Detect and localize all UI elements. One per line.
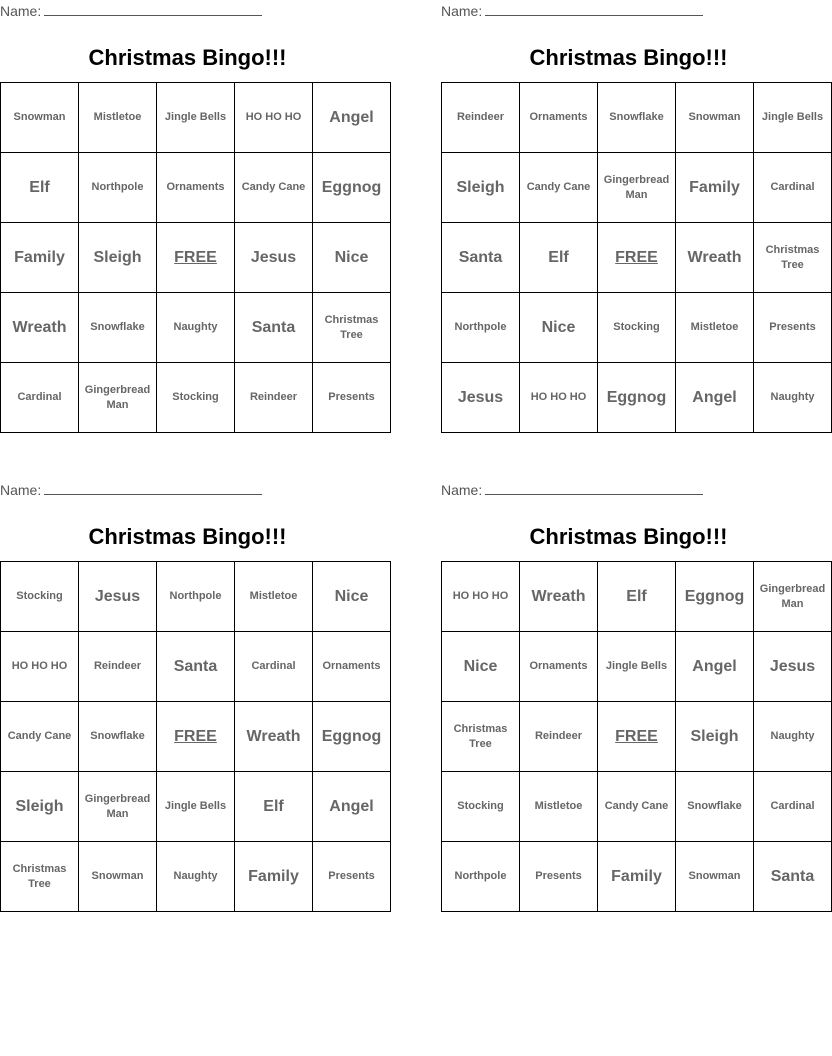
grid-row: [442, 83, 832, 153]
free-space-cell[interactable]: FREE: [157, 702, 235, 772]
bingo-grid: [441, 561, 832, 912]
bingo-cell[interactable]: Eggnog: [313, 153, 391, 223]
bingo-cell[interactable]: Snowflake: [598, 83, 676, 153]
bingo-card-4: [441, 479, 826, 912]
bingo-card-1: [0, 0, 382, 433]
grid-row: [442, 702, 832, 772]
grid-row: [1, 632, 391, 702]
bingo-cell[interactable]: Elf: [598, 562, 676, 632]
bingo-cell[interactable]: Reindeer: [235, 363, 313, 433]
bingo-cell[interactable]: Gingerbread Man: [79, 772, 157, 842]
bingo-cell[interactable]: Candy Cane: [1, 702, 79, 772]
bingo-cell[interactable]: Mistletoe: [235, 562, 313, 632]
grid-row: [442, 153, 832, 223]
name-underline: [44, 1, 262, 16]
bingo-cell[interactable]: Mistletoe: [676, 293, 754, 363]
bingo-cell[interactable]: Snowflake: [79, 702, 157, 772]
bingo-cell[interactable]: Nice: [520, 293, 598, 363]
bingo-cell[interactable]: Elf: [520, 223, 598, 293]
bingo-cell[interactable]: Sleigh: [1, 772, 79, 842]
bingo-cell[interactable]: HO HO HO: [1, 632, 79, 702]
bingo-cell[interactable]: Jesus: [79, 562, 157, 632]
bingo-cell[interactable]: Jingle Bells: [157, 772, 235, 842]
bingo-cell[interactable]: Candy Cane: [520, 153, 598, 223]
bingo-cell[interactable]: Elf: [235, 772, 313, 842]
grid-row: [1, 562, 391, 632]
bingo-cell[interactable]: Naughty: [157, 293, 235, 363]
bingo-cell[interactable]: Ornaments: [313, 632, 391, 702]
bingo-cell[interactable]: Northpole: [157, 562, 235, 632]
bingo-cell[interactable]: Snowflake: [79, 293, 157, 363]
bingo-cell[interactable]: Ornaments: [520, 83, 598, 153]
bingo-cell[interactable]: Candy Cane: [235, 153, 313, 223]
grid-row: [442, 772, 832, 842]
bingo-grid: [0, 561, 391, 912]
bingo-cell[interactable]: Cardinal: [235, 632, 313, 702]
bingo-cell[interactable]: Santa: [754, 842, 832, 912]
bingo-cell[interactable]: Gingerbread Man: [79, 363, 157, 433]
bingo-cell[interactable]: Northpole: [442, 293, 520, 363]
grid-row: [442, 562, 832, 632]
bingo-cell[interactable]: Wreath: [235, 702, 313, 772]
bingo-cell[interactable]: Candy Cane: [598, 772, 676, 842]
name-label: Name:: [441, 3, 483, 19]
bingo-cell[interactable]: Santa: [157, 632, 235, 702]
name-field[interactable]: [0, 0, 375, 22]
free-space-cell[interactable]: FREE: [157, 223, 235, 293]
card-title: Christmas Bingo!!!: [529, 45, 728, 70]
name-field[interactable]: [441, 479, 816, 501]
grid-row: [442, 223, 832, 293]
bingo-cell[interactable]: Christmas Tree: [313, 293, 391, 363]
name-label: Name:: [0, 482, 42, 498]
free-space-cell[interactable]: FREE: [598, 702, 676, 772]
bingo-cell[interactable]: Naughty: [157, 842, 235, 912]
bingo-cell[interactable]: Family: [676, 153, 754, 223]
bingo-cell[interactable]: Presents: [313, 842, 391, 912]
bingo-cell[interactable]: Christmas Tree: [1, 842, 79, 912]
bingo-cell[interactable]: Reindeer: [79, 632, 157, 702]
bingo-cell[interactable]: HO HO HO: [442, 562, 520, 632]
bingo-cell[interactable]: Jesus: [442, 363, 520, 433]
bingo-cell[interactable]: Gingerbread Man: [754, 562, 832, 632]
bingo-cell[interactable]: Christmas Tree: [442, 702, 520, 772]
bingo-cell[interactable]: Stocking: [1, 562, 79, 632]
bingo-cell[interactable]: Naughty: [754, 363, 832, 433]
bingo-cell[interactable]: Gingerbread Man: [598, 153, 676, 223]
bingo-cell[interactable]: Snowman: [676, 842, 754, 912]
bingo-cell[interactable]: Angel: [313, 772, 391, 842]
bingo-cell[interactable]: Reindeer: [520, 702, 598, 772]
bingo-cell[interactable]: Snowflake: [676, 772, 754, 842]
grid-row: [1, 293, 391, 363]
bingo-cell[interactable]: Eggnog: [598, 363, 676, 433]
bingo-cell[interactable]: Jesus: [235, 223, 313, 293]
bingo-cell[interactable]: Snowman: [676, 83, 754, 153]
bingo-cell[interactable]: Wreath: [520, 562, 598, 632]
bingo-cell[interactable]: Mistletoe: [520, 772, 598, 842]
bingo-cell[interactable]: Christmas Tree: [754, 223, 832, 293]
bingo-cell[interactable]: HO HO HO: [235, 83, 313, 153]
bingo-cell[interactable]: Wreath: [676, 223, 754, 293]
grid-row: [1, 363, 391, 433]
bingo-cell[interactable]: Cardinal: [754, 153, 832, 223]
bingo-cell[interactable]: Family: [235, 842, 313, 912]
bingo-cell[interactable]: Eggnog: [313, 702, 391, 772]
grid-row: [442, 363, 832, 433]
bingo-cell[interactable]: Stocking: [157, 363, 235, 433]
bingo-grid: [0, 82, 391, 433]
bingo-cell[interactable]: HO HO HO: [520, 363, 598, 433]
card-title: Christmas Bingo!!!: [88, 45, 287, 70]
name-underline: [485, 480, 703, 495]
name-field[interactable]: [0, 479, 375, 501]
name-label: Name:: [441, 482, 483, 498]
bingo-cell[interactable]: Ornaments: [157, 153, 235, 223]
bingo-cell[interactable]: Angel: [676, 363, 754, 433]
bingo-cell[interactable]: Cardinal: [1, 363, 79, 433]
bingo-cell[interactable]: Jingle Bells: [598, 632, 676, 702]
bingo-cell[interactable]: Snowman: [79, 842, 157, 912]
bingo-cell[interactable]: Stocking: [598, 293, 676, 363]
grid-row: [1, 842, 391, 912]
bingo-cell[interactable]: Cardinal: [754, 772, 832, 842]
bingo-card-3: [0, 479, 382, 912]
bingo-cell[interactable]: Northpole: [79, 153, 157, 223]
bingo-cell[interactable]: Stocking: [442, 772, 520, 842]
bingo-cell[interactable]: Angel: [676, 632, 754, 702]
bingo-cell[interactable]: Elf: [1, 153, 79, 223]
grid-row: [1, 223, 391, 293]
bingo-cell[interactable]: Family: [1, 223, 79, 293]
bingo-cell[interactable]: Family: [598, 842, 676, 912]
grid-row: [1, 83, 391, 153]
grid-row: [1, 702, 391, 772]
name-underline: [44, 480, 262, 495]
bingo-card-2: [441, 0, 824, 433]
bingo-cell[interactable]: Angel: [313, 83, 391, 153]
grid-row: [442, 632, 832, 702]
bingo-cell[interactable]: Jesus: [754, 632, 832, 702]
bingo-cell[interactable]: Nice: [313, 562, 391, 632]
card-title: Christmas Bingo!!!: [88, 524, 287, 549]
card-title: Christmas Bingo!!!: [529, 524, 728, 549]
bingo-cell[interactable]: Presents: [520, 842, 598, 912]
grid-row: [1, 153, 391, 223]
bingo-cell[interactable]: Wreath: [1, 293, 79, 363]
bingo-cell[interactable]: Jingle Bells: [754, 83, 832, 153]
name-underline: [485, 1, 703, 16]
bingo-cell[interactable]: Presents: [754, 293, 832, 363]
bingo-cell[interactable]: Ornaments: [520, 632, 598, 702]
bingo-cell[interactable]: Santa: [442, 223, 520, 293]
bingo-cell[interactable]: Presents: [313, 363, 391, 433]
grid-row: [1, 772, 391, 842]
bingo-cell[interactable]: Naughty: [754, 702, 832, 772]
bingo-cell[interactable]: Nice: [313, 223, 391, 293]
bingo-cell[interactable]: Santa: [235, 293, 313, 363]
bingo-cell[interactable]: Northpole: [442, 842, 520, 912]
free-space-cell[interactable]: FREE: [598, 223, 676, 293]
name-label: Name:: [0, 3, 42, 19]
bingo-cell[interactable]: Sleigh: [442, 153, 520, 223]
bingo-cell[interactable]: Sleigh: [676, 702, 754, 772]
bingo-cell[interactable]: Sleigh: [79, 223, 157, 293]
bingo-cell[interactable]: Nice: [442, 632, 520, 702]
bingo-cell[interactable]: Eggnog: [676, 562, 754, 632]
bingo-cell[interactable]: Reindeer: [442, 83, 520, 153]
bingo-cell[interactable]: Snowman: [1, 83, 79, 153]
grid-row: [442, 842, 832, 912]
name-field[interactable]: [441, 0, 816, 22]
bingo-grid: [441, 82, 832, 433]
grid-row: [442, 293, 832, 363]
bingo-cell[interactable]: Jingle Bells: [157, 83, 235, 153]
bingo-cell[interactable]: Mistletoe: [79, 83, 157, 153]
